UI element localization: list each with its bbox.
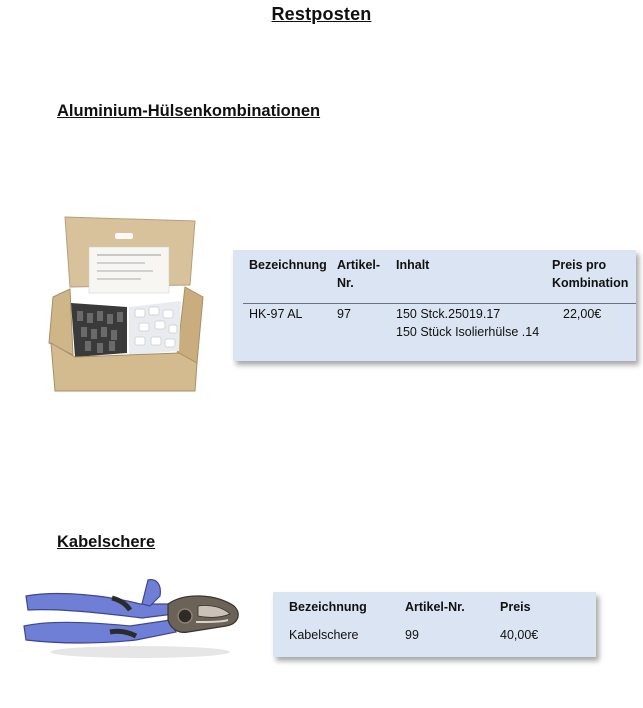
cell-artikel-nr: 97 — [337, 307, 351, 321]
cell-artikel-nr: 99 — [405, 628, 419, 642]
cell-preis: 22,00€ — [563, 307, 602, 321]
section-heading-kabelschere: Kabelschere — [57, 533, 156, 551]
header-inhalt: Inhalt — [396, 258, 430, 272]
header-artikel-nr: Artikel- Nr. — [337, 258, 381, 290]
kabelschere-product-table — [273, 592, 596, 657]
header-bezeichnung: Bezeichnung — [289, 600, 367, 614]
box-of-sleeves-image — [45, 215, 207, 393]
header-preis: Preis — [500, 600, 531, 614]
aluminium-product-table — [233, 250, 636, 361]
header-artikel-nr: Artikel-Nr. — [405, 600, 465, 614]
cell-preis: 40,00€ — [500, 628, 539, 642]
page-title: Restposten — [271, 4, 372, 24]
header-preis-pro-kombination: Preis pro Kombination — [552, 258, 629, 290]
header-bezeichnung: Bezeichnung — [249, 258, 327, 272]
cell-inhalt-line-2: 150 Stück Isolierhülse .14 — [396, 325, 540, 339]
section-heading-aluminium: Aluminium-Hülsenkombinationen — [57, 102, 321, 120]
cell-bezeichnung: Kabelschere — [289, 628, 359, 642]
cell-inhalt-line-1: 150 Stck.25019.17 — [396, 307, 501, 321]
cable-cutter-image — [20, 574, 242, 664]
cell-bezeichnung: HK-97 AL — [249, 307, 303, 321]
table-divider — [243, 303, 636, 304]
